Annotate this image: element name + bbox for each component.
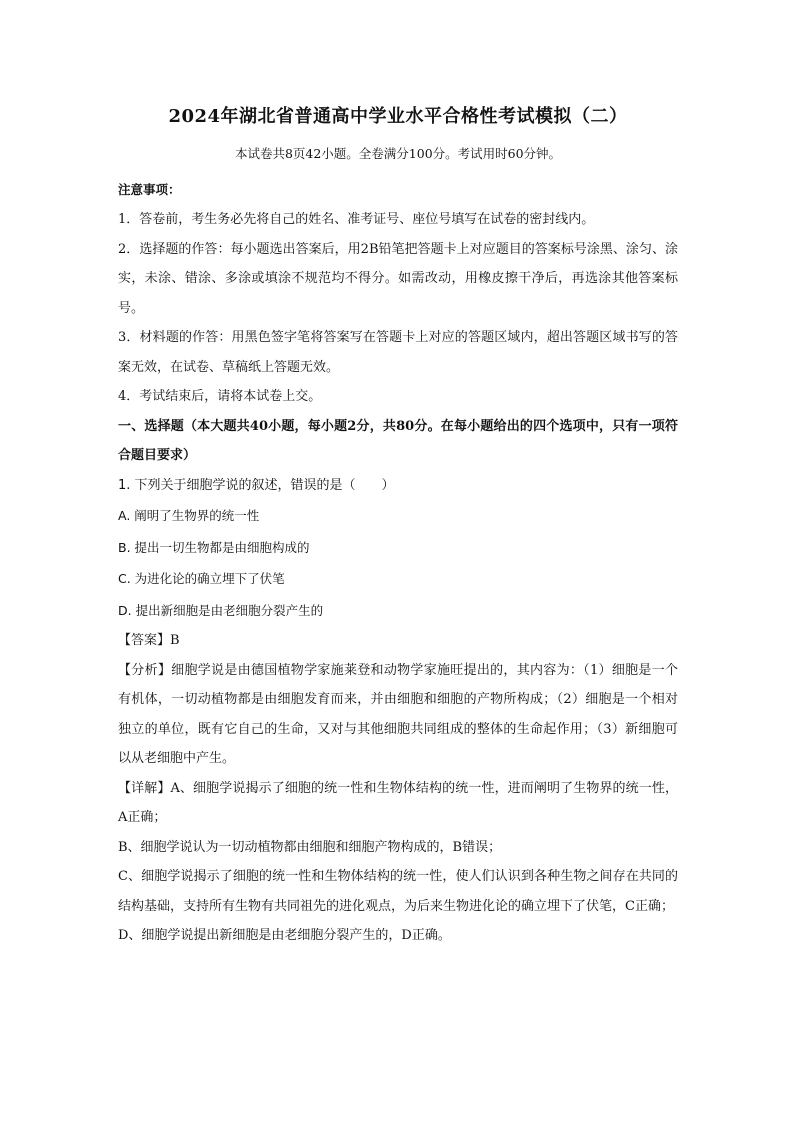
option-a: A. 阐明了生物界的统一性 [118, 508, 260, 523]
detail-d: D、细胞学说提出新细胞是由老细胞分裂产生的，D正确。 [118, 928, 451, 943]
option-d: D. 提出新细胞是由老细胞分裂产生的 [118, 602, 324, 618]
page-title: 2024年湖北省普通高中学业水平合格性考试模拟（二） [168, 106, 628, 127]
notice-item-2: 2．选择题的作答：每小题选出答案后，用2B铅笔把答题卡上对应题目的答案标号涂黑、涂匀、涂实，未涂、错涂、多涂或填涂不规范均不得分。如需改动，用橡皮擦干净后，再选涂其他答案标号。 [118, 241, 678, 316]
exam-info: 本试卷共8页42小题。全卷满分100分。考试用时60分钟。 [234, 146, 562, 161]
notice-item-3: 3．材料题的作答：用黑色签字笔将答案写在答题卡上对应的答题区域内，超出答题区域书写的答案无效，在试卷、草稿纸上答题无效。 [118, 330, 678, 375]
detail-c: C、细胞学说揭示了细胞的统一性和生物体结构的统一性，使人们认识到各种生物之间存在共同的结构基础，支持所有生物有共同祖先的进化观点，为后来生物进化论的确立埋下了伏笔，C正确； [118, 869, 678, 914]
section-heading: 一、选择题（本大题共40小题，每小题2分，共80分。在每小题给出的四个选项中，只有一项符合题目要求） [118, 418, 678, 463]
notice-item-1: 1．答卷前，考生务必先将自己的姓名、准考证号、座位号填写在试卷的密封线内。 [118, 212, 595, 227]
question-stem: 1. 下列关于细胞学说的叙述，错误的是（ ） [118, 477, 395, 493]
option-c: C. 为进化论的确立埋下了伏笔 [118, 571, 285, 586]
option-b: B. 提出一切生物都是由细胞构成的 [118, 539, 310, 555]
analysis-paragraph: 【分析】细胞学说是由德国植物学家施莱登和动物学家施旺提出的，其内容为：（1）细胞是一个有机体，一切动植物都是由细胞发育而来，并由细胞和细胞的产物所构成；（2）细胞是一个相对独立的单位，既有它自己的生命，又对与其他细胞共同组成的整体的生命起作用；（3）新细胞可以从老细胞中产生。 [118, 662, 678, 766]
detail-b: B、细胞学说认为一切动植物都由细胞和细胞产物构成的，B错误； [118, 839, 502, 855]
document-page [118, 104, 678, 951]
notice-heading: 注意事项： [118, 182, 181, 197]
notice-item-4: 4．考试结束后，请将本试卷上交。 [118, 389, 322, 404]
answer-line: 【答案】B [118, 633, 180, 648]
detail-a: 【详解】A、细胞学说揭示了细胞的统一性和生物体结构的统一性，进而阐明了生物界的统一性，A正确； [118, 780, 678, 825]
